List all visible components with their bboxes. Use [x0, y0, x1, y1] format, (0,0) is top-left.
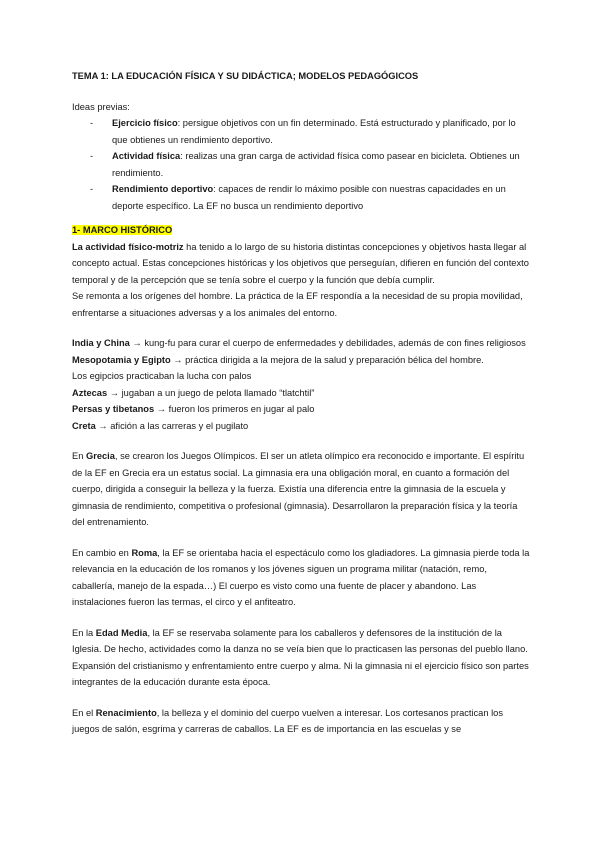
list-item: - Rendimiento deportivo: capaces de rendir lo máximo posible con nuestras capacidades en un deporte específico. La EF no busca un rendimiento deportivo	[90, 184, 506, 211]
document-title	[72, 68, 532, 85]
renacimiento-paragraph: En el Renacimiento, la belleza y el dominio del cuerpo vuelven a interesar. Los cortesanos practican los juegos de salón, esgrima y carreras de caballos. La EF es de importancia en las escuelas y se	[72, 707, 503, 734]
term: Ejercicio físico	[112, 118, 178, 128]
section-heading: 1- MARCO HISTÓRICO	[72, 225, 173, 235]
list-item: - Actividad física: realizas una gran carga de actividad física como pasear en bicicleta. Obtienes un rendimiento.	[90, 151, 520, 178]
list-item: Persas y tibetanos → fueron los primeros en jugar al palo	[72, 404, 315, 414]
term: Actividad física	[112, 151, 181, 161]
edad-media-paragraph: En la Edad Media, la EF se reservaba solamente para los caballeros y defensores de la institución de la Iglesia. De hecho, actividades como la danza no se veía bien que lo practicasen las personas del pueblo llano. Expansión del cristianismo y enfrentamiento entre cuerpo y alma. Ni la gimnasia ni el ejercicio físico son partes integrantes de la educación durante esta época.	[72, 627, 529, 687]
ideas-heading: Ideas previas:	[72, 101, 130, 112]
list-item: India y China → kung-fu para curar el cuerpo de enfermedades y debilidades, además de con fines religiosos	[72, 338, 526, 348]
ideas-list	[72, 115, 532, 214]
title-lead: TEMA 1	[72, 71, 106, 81]
term: Rendimiento deportivo	[112, 184, 214, 194]
civilizations-list	[72, 335, 532, 434]
list-item: - Ejercicio físico: persigue objetivos con un fin determinado. Está estructurado y planificado, por lo que obtienes un rendimiento deportivo.	[90, 118, 516, 145]
title-rest: : LA EDUCACIÓN FÍSICA Y SU DIDÁCTICA; MODELOS PEDAGÓGICOS	[105, 71, 419, 81]
list-item: Los egipcios practicaban la lucha con palos	[72, 371, 252, 381]
roma-paragraph: En cambio en Roma, la EF se orientaba hacia el espectáculo como los gladiadores. La gimnasia pierde toda la relevancia en la educación de los romanos y los jóvenes siguen un programa militar (natación, remo, caballería, manejo de la espada…) El cuerpo es visto como una fuente de placer y abandono. Las instalaciones fueron las termas, el circo y el anfiteatro.	[72, 547, 530, 607]
document-body	[72, 68, 532, 738]
list-item: Mesopotamia y Egipto → práctica dirigida a la mejora de la salud y preparación bélica del hombre.	[72, 354, 484, 365]
intro-paragraph: La actividad físico-motriz ha tenido a lo largo de su historia distintas concepciones y objetivos hasta llegar al concepto actual. Estas concepciones históricas y los objetivos que perseguían, difieren en función del contexto temporal y de la percepción que se tenía sobre el cuerpo y la función que debía cumplir.	[72, 241, 529, 285]
origins-paragraph: Se remonta a los orígenes del hombre. La práctica de la EF respondía a la necesidad de su propia movilidad, enfrentarse a situaciones adversas y a los animales del entorno.	[72, 291, 523, 318]
list-item: Creta → afición a las carreras y el pugilato	[72, 420, 249, 431]
grecia-paragraph: En Grecia, se crearon los Juegos Olímpicos. El ser un atleta olímpico era reconocido e importante. El espíritu de la EF en Grecia era un estatus social. La gimnasia era una obligación moral, en cuanto a formación del cuerpo, dirigida a conseguir la belleza y la fuerza. Existía una diferencia entre la gimnasia de la escuela y gimnasia de rendimiento, competitiva o profesional (gimnasia). Desarrollaron la preparación física y la teoría del entrenamiento.	[72, 451, 525, 527]
list-item: Aztecas → jugaban a un juego de pelota llamado “tlatchtil”	[72, 387, 315, 398]
